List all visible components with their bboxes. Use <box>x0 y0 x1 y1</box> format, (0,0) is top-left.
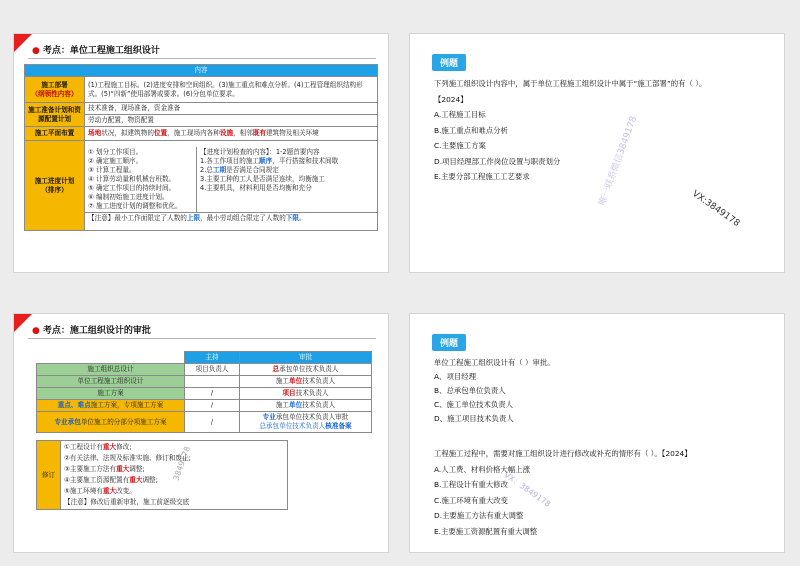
corner-accent <box>14 314 32 332</box>
content-cell: 场地状况，拟建筑物的位置，施工现场内各种设施，相邻既有建筑物及相关环境 <box>85 127 378 141</box>
watermark: VX:3849178 <box>690 189 742 229</box>
table-row: 专业承包单位施工的分部分项施工方案 / 专业承包单位技术负责人审批 总承包单位技术负责人核准备案 <box>37 412 372 433</box>
content-cell: 技术准备，现场准备，资金准备 劳动力配置，物资配置 <box>85 103 378 127</box>
table-row <box>25 141 378 231</box>
content-cell <box>85 141 378 231</box>
category-cell: 施工部署 （纲领性内容） <box>25 77 85 103</box>
option: E.主要分部工程施工工艺要求 <box>434 172 530 181</box>
table-row: 施工组织总设计 项目负责人 总承包单位技术负责人 <box>37 364 372 376</box>
table-row <box>25 103 378 127</box>
option: D.项目经理部工作岗位设置与职责划分 <box>434 156 561 166</box>
watermark: 唯一联系微信3849178 <box>597 115 640 207</box>
slide-topic: ● 考点：施工组织设计的审批 <box>32 326 151 336</box>
table-row: 单位工程施工组织设计 施工单位技术负责人 <box>37 376 372 388</box>
steps-list: ① 划分工作项目。 ② 确定施工顺序。 ③ 计算工程量。 ④ 计算劳动量和机械台班数。 ⑤ 确定工作项目的持续时间。 ⑥ 编制初始施工进度计划。 ⑦ 施工进度计划的调整和优化。 <box>85 147 197 212</box>
example-badge: 例题 <box>432 334 466 351</box>
table-row <box>25 127 378 141</box>
option: A、项目经理 <box>434 372 477 381</box>
revise-list: ①工程设计有重大修改; ②有关法律、法规及标准实施、修订和废止; ③主要施工方法有重大调整; ④主要施工资源配置有重大调整; ⑤施工环境有重大改变。 【注意】修改后重新审批，施工前逐级交底 <box>61 441 288 510</box>
category-cell: 施工进度计划 （排序） <box>25 141 85 231</box>
revision-table <box>36 440 288 510</box>
question-year: 【2024】 <box>434 94 468 104</box>
option: D.主要施工方法有重大调整 <box>434 511 524 520</box>
divider <box>28 338 376 339</box>
option: C.施工环境有重大改变 <box>434 495 509 505</box>
table-row <box>25 77 378 103</box>
col-approve: 审批 <box>240 352 372 364</box>
question-text: 工程施工过程中，需要对施工组织设计进行修改或补充的情形有（ ）。【2024】 <box>434 449 692 458</box>
question-text: 单位工程施工组织设计有（ ）审批。 <box>434 358 555 367</box>
option: C、施工单位技术负责人 <box>434 400 514 409</box>
divider <box>28 58 376 59</box>
option: B、总承包单位负责人 <box>434 386 506 395</box>
slide-unit-construction-org-design <box>13 33 389 273</box>
option: A.人工费、材料价格大幅上涨 <box>434 464 530 474</box>
slide-example-2 <box>409 313 785 553</box>
option: E.主要施工资源配置有重大调整 <box>434 526 538 536</box>
slide-example-1 <box>409 33 785 273</box>
col-host: 主持 <box>185 352 240 364</box>
question-block <box>434 76 706 185</box>
slide-topic: ● 考点：单位工程施工组织设计 <box>32 46 160 56</box>
option: D、施工项目技术负责人 <box>434 414 514 423</box>
table-header: 内容 <box>25 65 378 77</box>
table-row: 重点、难点施工方案，专项施工方案 / 施工单位技术负责人 <box>37 400 372 412</box>
category-cell: 施工平面布置 <box>25 127 85 141</box>
option: C.主要施工方案 <box>434 141 486 150</box>
question-block-2 <box>434 446 692 539</box>
content-cell: (1)工程施工目标。(2)进度安排和空间组织。(3)施工重点和难点分析。(4)工程管理组织结构形式。(5)“四新”使用部署或要求。(6)分包单位要求。 <box>85 77 378 103</box>
option: B.施工重点和难点分析 <box>434 125 508 135</box>
corner-accent <box>14 34 32 52</box>
question-block-1 <box>434 356 555 426</box>
option: A.工程施工目标 <box>434 110 486 119</box>
watermark: 3849178 <box>171 445 193 482</box>
content-table <box>24 64 378 231</box>
example-badge: 例题 <box>432 54 466 71</box>
revise-label: 修订 <box>37 441 61 510</box>
check-list: 【进度计划检查的内容】：1-2题首要内容 1.各工作项目的施工顺序，平行搭接和技术间歇 2.总工期是否满足合同规定 3.主要工种的工人是否满足连续，均衡施工 4.主要机具，材料利用是否均衡和充分 <box>200 148 339 192</box>
approval-table <box>36 351 372 433</box>
slide-org-design-approval <box>13 313 389 553</box>
question-text: 下列施工组织设计内容中，属于单位工程施工组织设计中属于“施工部署”的有（ ）。 <box>434 79 707 88</box>
watermark: VX：3849178 <box>502 470 553 509</box>
note: 【注意】最小工作面限定了人数的上限，最小劳动组合限定了人数的下限。 <box>85 212 377 224</box>
category-cell: 施工准备计划和资源配置计划 <box>25 103 85 127</box>
table-row: 施工方案 / 项目技术负责人 <box>37 388 372 400</box>
option: B.工程设计有重大修改 <box>434 480 508 489</box>
